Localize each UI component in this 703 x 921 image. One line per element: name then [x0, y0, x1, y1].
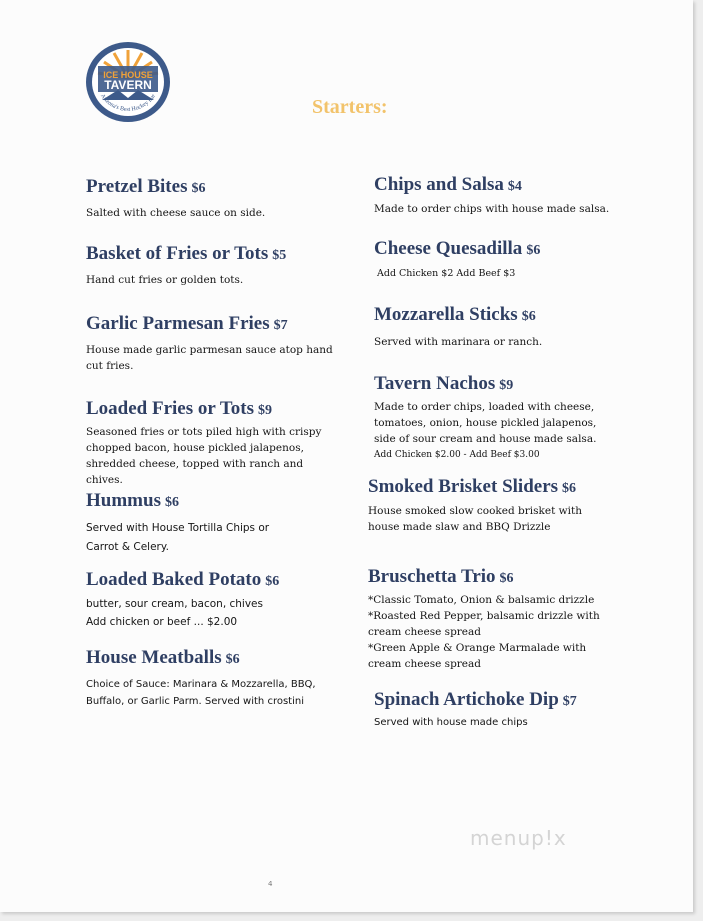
item-description: Salted with cheese sauce on side.	[86, 207, 266, 219]
item-description: Seasoned fries or tots piled high with crispy chopped bacon, house pickled jalapenos, shredded cheese, topped with ranch and chives.	[86, 426, 322, 486]
item-name: Garlic Parmesan Fries $7	[86, 313, 288, 334]
ice-house-tavern-logo	[84, 38, 172, 126]
item-description: Choice of Sauce: Marinara & Mozzarella, BBQ, Buffalo, or Garlic Parm. Served with crostini	[86, 679, 316, 707]
item-name: Spinach Artichoke Dip $7	[374, 689, 577, 710]
menu-item	[86, 313, 386, 374]
menu-item	[374, 238, 674, 282]
item-price: $6	[499, 571, 514, 586]
menu-item	[86, 647, 386, 710]
item-price: $6	[521, 309, 536, 324]
menu-item	[374, 174, 674, 217]
item-price: $4	[507, 179, 522, 194]
item-description: Hand cut fries or golden tots.	[86, 274, 244, 286]
item-name: Mozzarella Sticks $6	[374, 304, 536, 325]
logo-name-line1: ICE HOUSE	[103, 70, 153, 80]
menu-item	[368, 476, 668, 535]
item-description: *Classic Tomato, Onion & balsamic drizzle *Roasted Red Pepper, balsamic drizzle with cream cheese spread *Green Apple & Orange Marmalade with cream cheese spread	[368, 594, 600, 670]
item-description: House smoked slow cooked brisket with house made slaw and BBQ Drizzle	[368, 505, 582, 533]
item-name: House Meatballs $6	[86, 647, 240, 668]
item-price: $5	[272, 248, 287, 263]
menu-item	[374, 304, 674, 350]
menu-item	[86, 243, 386, 288]
item-description: Made to order chips with house made salsa.	[374, 203, 610, 215]
section-title: Starters:	[312, 96, 388, 118]
item-description: butter, sour cream, bacon, chives Add chicken or beef ... $2.00	[86, 598, 263, 628]
item-name: Chips and Salsa $4	[374, 174, 522, 195]
item-name: Basket of Fries or Tots $5	[86, 243, 287, 264]
item-price: $6	[225, 652, 240, 667]
item-price: $6	[191, 181, 206, 196]
item-description: House made garlic parmesan sauce atop hand cut fries.	[86, 344, 333, 372]
item-price: $7	[562, 694, 577, 709]
item-name: Hummus $6	[86, 490, 179, 511]
item-name: Loaded Baked Potato $6	[86, 569, 280, 590]
item-name: Cheese Quesadilla $6	[374, 238, 541, 259]
item-description: Served with marinara or ranch.	[374, 336, 543, 348]
menu-item	[86, 176, 386, 221]
logo-tagline: Arizona's Best Hockey Bar	[98, 93, 158, 113]
item-description: Served with House Tortilla Chips or Carrot & Celery.	[86, 522, 270, 553]
item-name: Bruschetta Trio $6	[368, 566, 514, 587]
menu-item	[86, 398, 386, 488]
item-description: Made to order chips, loaded with cheese, tomatoes, onion, house pickled jalapenos, side of sour cream and house made salsa. Add Chicken $2.00 - Add Beef $3.00	[374, 401, 597, 460]
item-price: $6	[164, 495, 179, 510]
item-price: $6	[265, 574, 280, 589]
item-name: Smoked Brisket Sliders $6	[368, 476, 577, 497]
page-number: 4	[268, 880, 273, 888]
item-price: $9	[258, 403, 273, 418]
item-description: Served with house made chips	[374, 717, 528, 728]
menu-item	[86, 490, 386, 557]
item-price: $6	[526, 243, 541, 258]
item-price: $6	[562, 481, 577, 496]
item-price: $7	[273, 318, 288, 333]
menupix-watermark: menup!x	[470, 826, 567, 850]
item-price: $9	[499, 378, 514, 393]
menu-item	[374, 689, 674, 731]
menu-item	[374, 373, 674, 463]
item-name: Tavern Nachos $9	[374, 373, 514, 394]
menu-item	[368, 566, 668, 672]
logo-name-line2: TAVERN	[104, 78, 152, 92]
item-name: Pretzel Bites $6	[86, 176, 206, 197]
item-name: Loaded Fries or Tots $9	[86, 398, 273, 419]
item-description: Add Chicken $2 Add Beef $3	[377, 268, 516, 279]
menu-item	[86, 569, 386, 631]
